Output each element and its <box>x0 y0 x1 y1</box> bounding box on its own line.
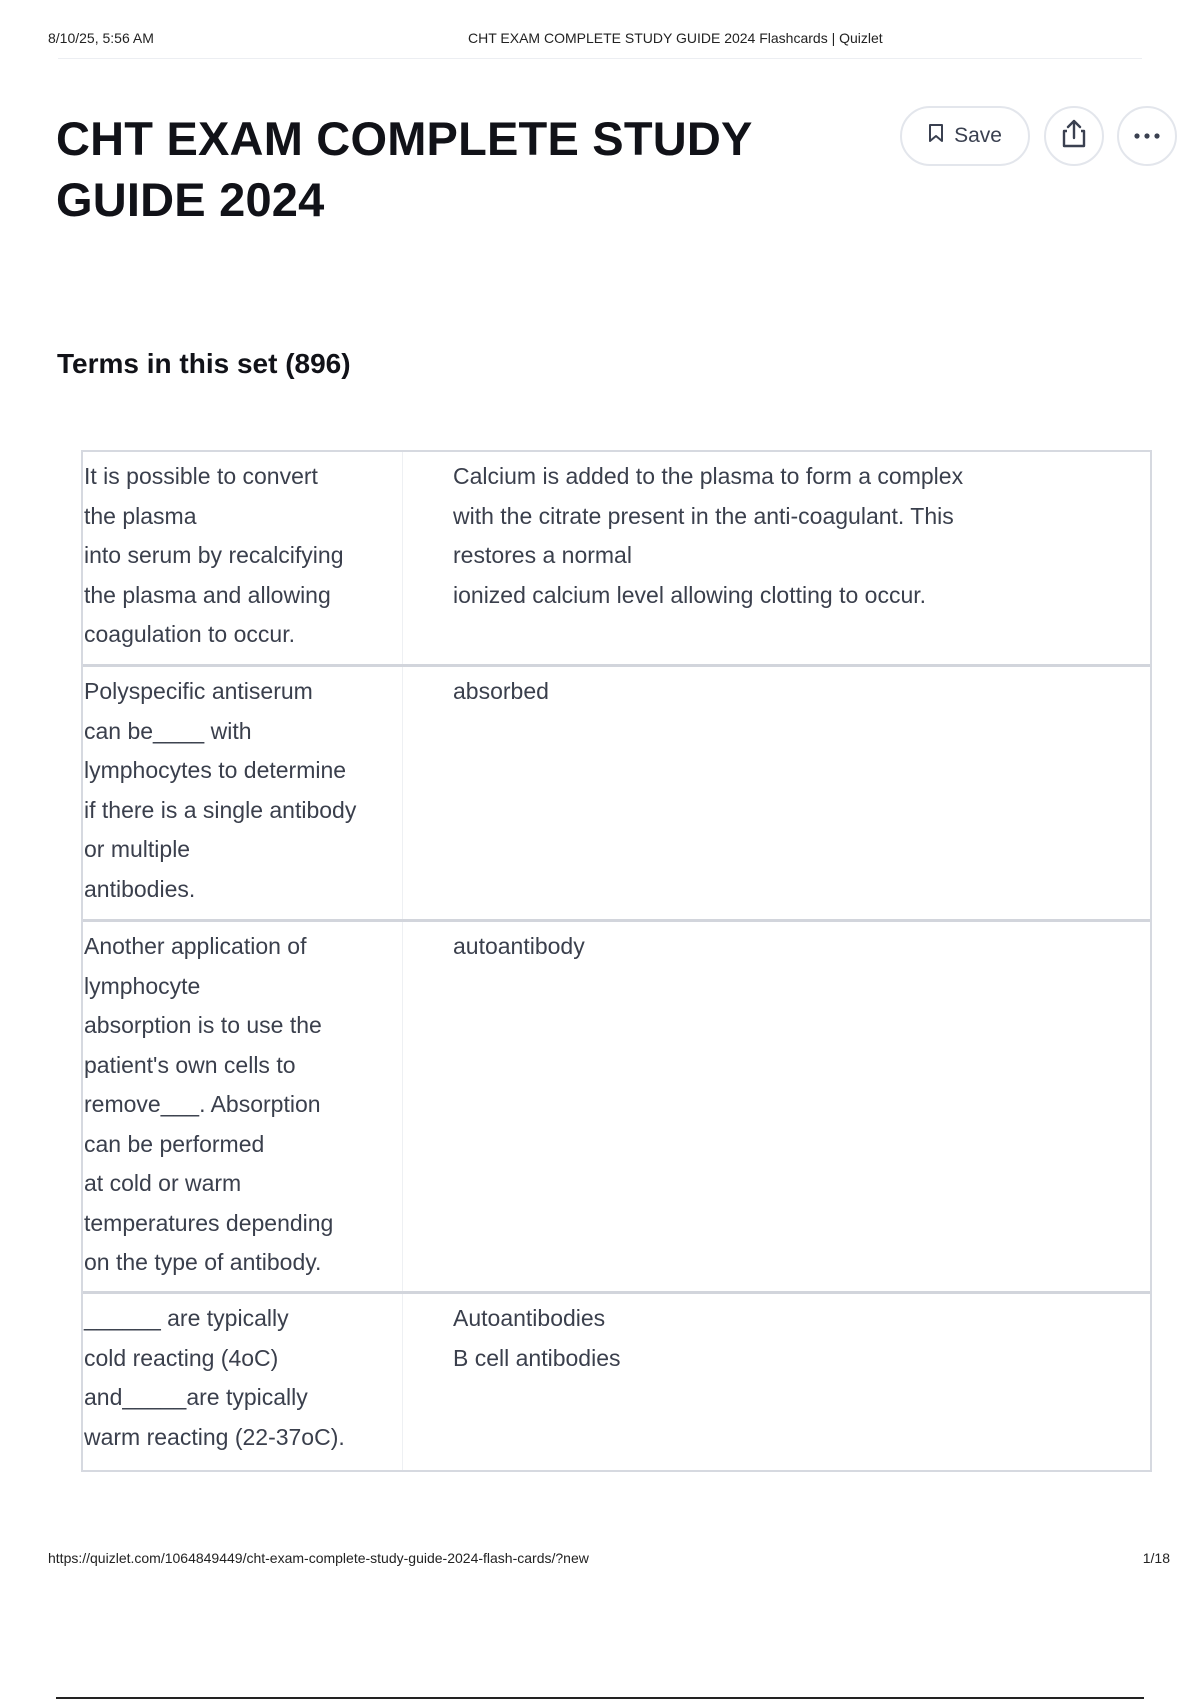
term-text-line: cold reacting (4oC) <box>84 1344 279 1371</box>
term-text-line: absorption is to use the <box>84 1012 322 1038</box>
page-title-line: GUIDE 2024 <box>56 173 325 226</box>
header-divider <box>58 58 1142 59</box>
term-text-line: temperatures depending <box>84 1209 334 1236</box>
more-horizontal-icon <box>1133 127 1161 145</box>
term-text-line: lymphocytes to determine <box>84 757 347 783</box>
term-text-line: It is possible to convert <box>84 463 318 489</box>
page-url: https://quizlet.com/1064849449/cht-exam-complete-study-guide-2024-flash-cards/?new <box>48 1550 589 1566</box>
definition-text-line: ionized calcium level allowing clotting to occur. <box>453 581 927 608</box>
term-text-line: Another application of <box>84 933 307 959</box>
term-text-line: the plasma and allowing <box>84 581 331 608</box>
page-number: 1/18 <box>1142 1550 1170 1566</box>
term-text-line: can be____ with <box>84 717 252 744</box>
definition-text-line: Calcium is added to the plasma to form a complex <box>453 463 964 489</box>
definition-text-line: Autoantibodies <box>453 1305 606 1331</box>
term-row <box>83 1294 1150 1470</box>
definition-text-line: absorbed <box>453 678 549 704</box>
term-text-line: if there is a single antibody <box>84 796 357 823</box>
share-icon <box>1061 119 1087 154</box>
print-header <box>48 30 1152 52</box>
terms-count-heading: Terms in this set (896) <box>57 348 351 379</box>
term-text-line: or multiple <box>84 836 191 862</box>
save-button[interactable] <box>900 106 1030 166</box>
term-text-line: Polyspecific antiserum <box>84 678 313 704</box>
terms-list <box>81 450 1152 1472</box>
definition-cell <box>403 452 1150 664</box>
term-row <box>83 452 1150 667</box>
term-cell <box>83 667 403 919</box>
definition-cell <box>403 922 1150 1291</box>
share-button[interactable] <box>1044 106 1104 166</box>
term-text-line: on the type of antibody. <box>84 1249 322 1275</box>
term-text-line: ______ are typically <box>84 1305 289 1331</box>
definition-cell <box>403 667 1150 919</box>
print-date: 8/10/25, 5:56 AM <box>48 30 154 46</box>
definition-text-line: autoantibody <box>453 933 585 959</box>
bookmark-icon <box>928 123 944 149</box>
term-text-line: and_____are typically <box>84 1384 308 1410</box>
term-text-line: coagulation to occur. <box>84 621 295 647</box>
definition-text-line: B cell antibodies <box>453 1344 621 1371</box>
term-cell <box>83 922 403 1291</box>
term-text-line: at cold or warm <box>84 1170 242 1196</box>
print-document-title: CHT EXAM COMPLETE STUDY GUIDE 2024 Flashcards | Quizlet <box>468 30 883 46</box>
term-text-line: into serum by recalcifying <box>84 542 344 568</box>
term-text-line: can be performed <box>84 1130 265 1157</box>
page-title <box>56 108 776 230</box>
bottom-divider <box>56 1697 1144 1699</box>
term-text-line: the plasma <box>84 502 197 529</box>
definition-text-line: with the citrate present in the anti-coagulant. This <box>453 502 954 529</box>
term-row <box>83 667 1150 922</box>
term-text-line: antibodies. <box>84 875 196 902</box>
term-text-line: lymphocyte <box>84 972 201 999</box>
save-button-label: Save <box>954 124 1002 147</box>
term-text-line: remove___. Absorption <box>84 1091 321 1117</box>
term-cell <box>83 1294 403 1470</box>
more-options-button[interactable] <box>1117 106 1177 166</box>
page-title-line: CHT EXAM COMPLETE STUDY <box>56 112 753 165</box>
term-cell <box>83 452 403 664</box>
term-row <box>83 922 1150 1294</box>
definition-cell <box>403 1294 1150 1470</box>
definition-text-line: restores a normal <box>453 542 632 568</box>
term-text-line: patient's own cells to <box>84 1051 296 1078</box>
term-text-line: warm reacting (22-37oC). <box>84 1423 345 1450</box>
